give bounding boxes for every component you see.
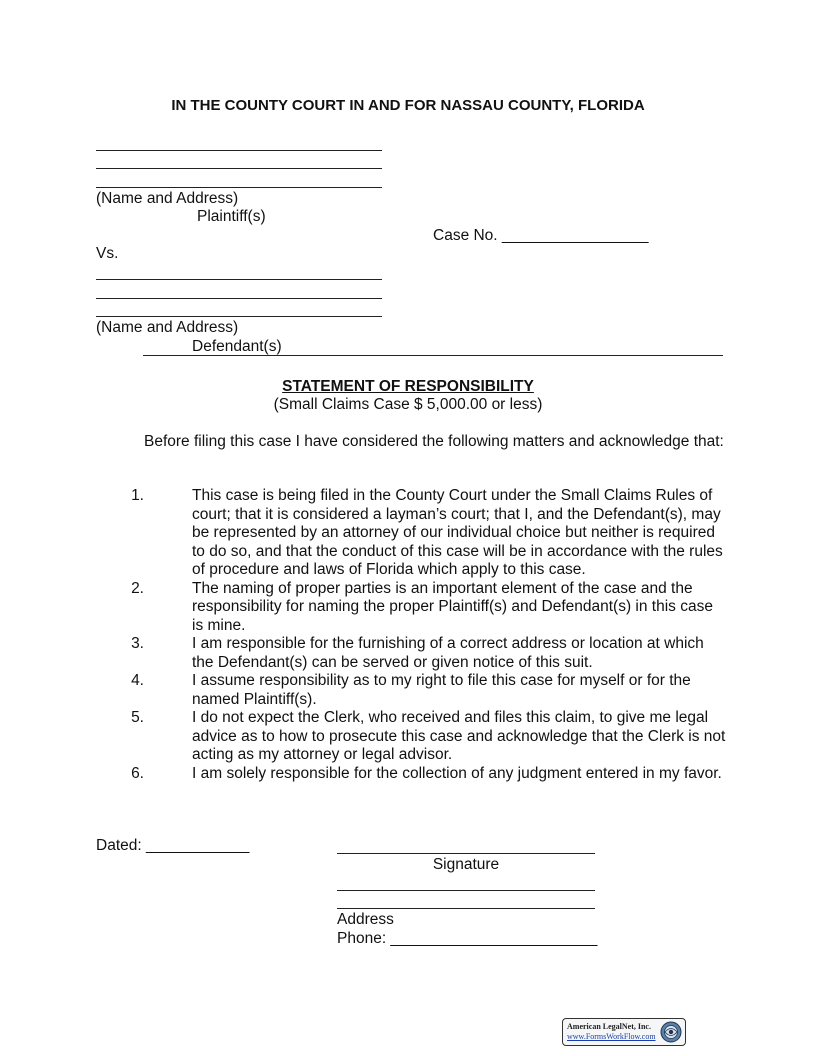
list-item-text: I do not expect the Clerk, who received and files this claim, to give me legal advice as to how to prosecute this case and acknowledge that the Clerk is not acting as my attorney or legal advisor.	[192, 709, 726, 763]
defendant-name-line-1[interactable]	[96, 279, 382, 280]
document-subtitle: (Small Claims Case $ 5,000.00 or less)	[273, 396, 543, 413]
list-item-text: This case is being filed in the County Court under the Small Claims Rules of court; that it is considered a layman’s court; that I, and the Defendant(s), may be represented by an attorney of our individual choice but neither is required to do so, and that the conduct of this case will be in accordance with the rules of procedure and laws of Florida which apply to this case.	[192, 487, 723, 578]
defendant-name-address-label: (Name and Address)	[96, 319, 239, 336]
versus-label: Vs.	[96, 245, 119, 262]
list-item	[96, 580, 726, 636]
globe-icon	[660, 1021, 682, 1043]
list-item	[96, 487, 726, 580]
list-item-number: 6.	[131, 764, 144, 782]
list-item-text: The naming of proper parties is an important element of the case and the responsibility for naming the proper Plaintiff(s) and Defendant(s) in this case is mine.	[192, 579, 713, 634]
defendant-role-label: Defendant(s)	[192, 338, 282, 355]
logo-company-name: American LegalNet, Inc.	[567, 1022, 651, 1031]
acknowledgement-list	[96, 487, 726, 783]
plaintiff-name-line-3[interactable]	[96, 187, 382, 188]
caption-divider	[143, 355, 723, 356]
list-item-text: I am responsible for the furnishing of a correct address or location at which the Defendant(s) can be served or given notice of this suit.	[192, 635, 704, 671]
list-item-number: 3.	[131, 635, 144, 652]
defendant-name-line-2[interactable]	[96, 298, 382, 299]
plaintiff-name-address-label: (Name and Address)	[96, 190, 239, 207]
address-line-1[interactable]	[337, 890, 595, 891]
list-item-text: I assume responsibility as to my right to file this case for myself or for the named Plaintiff(s).	[192, 672, 691, 708]
document-title: STATEMENT OF RESPONSIBILITY	[282, 378, 534, 395]
list-item-number: 1.	[131, 487, 144, 504]
american-legalnet-logo[interactable]	[562, 1018, 686, 1046]
list-item	[96, 635, 726, 672]
logo-url-link[interactable]: www.FormsWorkFlow.com	[567, 1032, 656, 1041]
list-item-number: 5.	[131, 709, 144, 726]
plaintiff-name-line-1[interactable]	[96, 150, 382, 151]
signature-line[interactable]	[337, 853, 595, 854]
case-number-field[interactable]: Case No. _________________	[433, 227, 649, 244]
list-item	[96, 765, 726, 784]
phone-field[interactable]: Phone: ________________________	[337, 930, 598, 947]
plaintiff-role-label: Plaintiff(s)	[197, 208, 266, 225]
court-title: IN THE COUNTY COURT IN AND FOR NASSAU COUNTY, FLORIDA	[171, 97, 645, 114]
list-item-number: 2.	[131, 579, 144, 597]
list-item-number: 4.	[131, 672, 144, 689]
dated-field[interactable]: Dated: ____________	[96, 837, 250, 854]
list-item	[96, 709, 726, 765]
plaintiff-name-line-2[interactable]	[96, 168, 382, 169]
list-item	[96, 672, 726, 709]
defendant-name-line-3[interactable]	[96, 316, 382, 317]
signature-label: Signature	[432, 856, 500, 873]
list-item-text: I am solely responsible for the collection of any judgment entered in my favor.	[192, 764, 722, 782]
intro-paragraph: Before filing this case I have considered the following matters and acknowledge that:	[144, 433, 724, 450]
address-line-2[interactable]	[337, 908, 595, 909]
address-label: Address	[337, 911, 394, 928]
